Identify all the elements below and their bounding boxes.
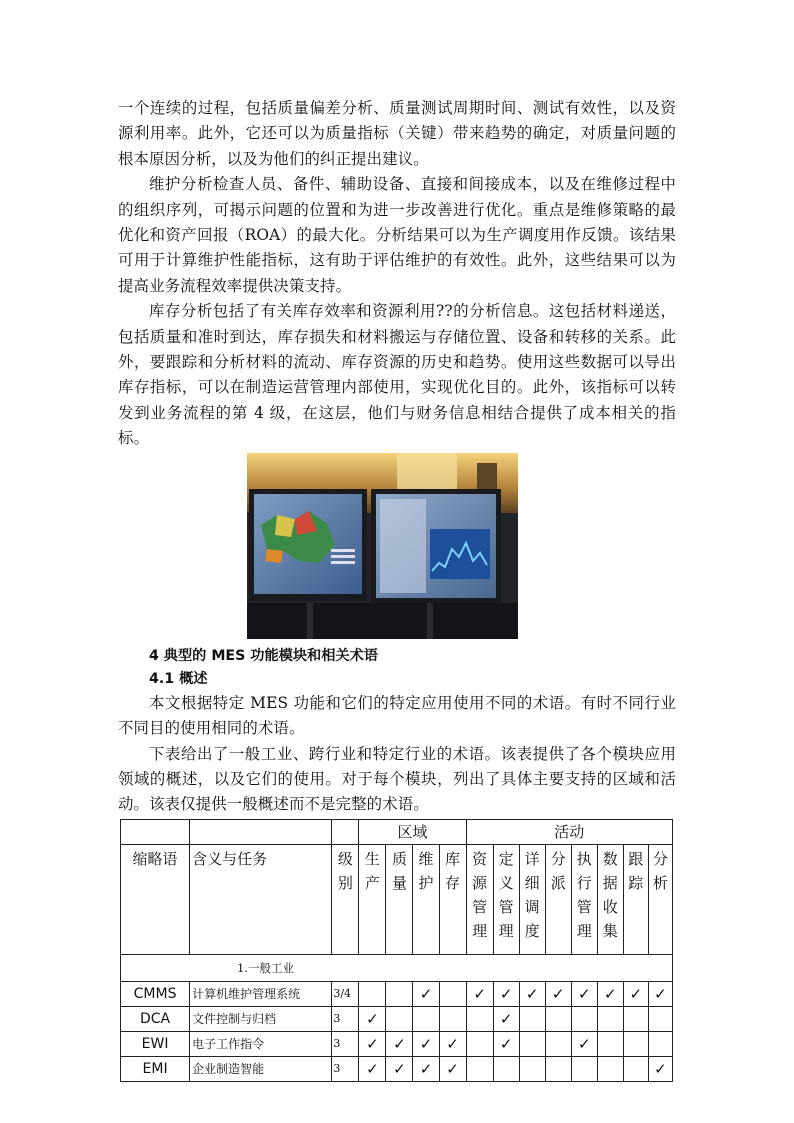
empty-cell [413, 1006, 439, 1031]
check-mark-icon: ✓ [648, 981, 672, 1006]
header-abbr: 缩略语 [121, 844, 190, 954]
paragraph-table-intro: 下表给出了一般工业、跨行业和特定行业的术语。该表提供了各个模块应用领域的概述，以及它们的使用。对于每个模块，列出了具体主要支持的区域和活动。该表仅提供一般概述而不是完整的术语。 [118, 744, 676, 814]
category-label: 1.一般工业 [121, 954, 673, 981]
subsection-heading: 4.1 概述 [149, 670, 208, 687]
table-group-header-row [121, 819, 673, 844]
empty-cell [493, 1056, 519, 1081]
row-level: 3 [332, 1006, 359, 1031]
header-empty-2 [190, 819, 332, 844]
row-abbr: EMI [121, 1056, 190, 1081]
empty-cell [623, 1031, 648, 1056]
header-activity-col: 分析 [648, 844, 672, 954]
check-mark-icon: ✓ [519, 981, 545, 1006]
empty-cell [359, 981, 386, 1006]
check-mark-icon: ✓ [386, 1056, 413, 1081]
check-mark-icon: ✓ [359, 1031, 386, 1056]
empty-cell [466, 1031, 493, 1056]
check-mark-icon: ✓ [493, 981, 519, 1006]
document-page [118, 96, 676, 1082]
mes-terms-table [120, 819, 673, 1082]
table-body [121, 981, 673, 1081]
paragraph-inventory: 库存分析包括了有关库存效率和资源利用??的分析信息。这包括材料递送，包括质量和准时到达，库存损失和材料搬运与存储位置、设备和转移的关系。此外，要跟踪和分析材料的流动、库存资源的历史和趋势。使用这些数据可以导出库存指标，可以在制造运营管理内部使用，实现优化目的。此外，该指标可以转发到业务流程的第 4 级，在这层，他们与财务信息相结合提供了成本相关的指标。 [118, 302, 676, 448]
header-area-col: 库存 [439, 844, 466, 954]
factory-monitor-photo [247, 453, 518, 639]
paragraph-overview: 本文根据特定 MES 功能和它们的特定应用使用不同的术语。有时不同行业不同目的使用相同的术语。 [118, 693, 676, 738]
empty-cell [648, 1031, 672, 1056]
empty-cell [597, 1006, 623, 1031]
paragraph-quality: 一个连续的过程，包括质量偏差分析、质量测试周期时间、测试有效性，以及资源利用率。此外，它还可以为质量指标（关键）带来趋势的确定，对质量问题的根本原因分析，以及为他们的纠正提出建议。 [118, 99, 676, 168]
empty-cell [545, 1006, 571, 1031]
table-row [121, 981, 673, 1006]
table-category-row [121, 954, 673, 981]
header-activity-col: 分派 [545, 844, 571, 954]
header-activity-col: 资源管理 [466, 844, 493, 954]
row-meaning: 电子工作指令 [190, 1031, 332, 1056]
check-mark-icon: ✓ [571, 1031, 597, 1056]
header-area-col: 质量 [386, 844, 413, 954]
paragraph-maintenance: 维护分析检查人员、备件、辅助设备、直接和间接成本，以及在维修过程中的组织序列，可揭示问题的位置和为进一步改善进行优化。重点是维修策略的最优化和资产回报（ROA）的最大化。分析结果可以为生产调度用作反馈。该结果可用于计算维护性能指标，这有助于评估维护的有效性。此外，这些结果可以为提高业务流程效率提供决策支持。 [118, 175, 676, 295]
row-level: 3 [332, 1031, 359, 1056]
check-mark-icon: ✓ [413, 1031, 439, 1056]
empty-cell [519, 1031, 545, 1056]
section-heading: 4 典型的 MES 功能模块和相关术语 [149, 647, 378, 664]
empty-cell [519, 1056, 545, 1081]
header-empty-3 [332, 819, 359, 844]
row-abbr: DCA [121, 1006, 190, 1031]
table-column-header-row [121, 844, 673, 954]
check-mark-icon: ✓ [359, 1006, 386, 1031]
row-abbr: CMMS [121, 981, 190, 1006]
check-mark-icon: ✓ [439, 1056, 466, 1081]
check-mark-icon: ✓ [571, 981, 597, 1006]
header-area-col: 维护 [413, 844, 439, 954]
check-mark-icon: ✓ [648, 1056, 672, 1081]
row-level: 3/4 [332, 981, 359, 1006]
row-meaning: 计算机维护管理系统 [190, 981, 332, 1006]
header-activity-group: 活动 [466, 819, 672, 844]
check-mark-icon: ✓ [359, 1056, 386, 1081]
header-activity-col: 详细调度 [519, 844, 545, 954]
check-mark-icon: ✓ [413, 981, 439, 1006]
empty-cell [571, 1006, 597, 1031]
row-abbr: EWI [121, 1031, 190, 1056]
header-activity-col: 数据收集 [597, 844, 623, 954]
check-mark-icon: ✓ [623, 981, 648, 1006]
empty-cell [439, 1006, 466, 1031]
check-mark-icon: ✓ [466, 981, 493, 1006]
table-row [121, 1056, 673, 1081]
empty-cell [519, 1006, 545, 1031]
header-activity-col: 定义管理 [493, 844, 519, 954]
check-mark-icon: ✓ [439, 1031, 466, 1056]
empty-cell [623, 1056, 648, 1081]
header-activity-col: 跟踪 [623, 844, 648, 954]
empty-cell [597, 1031, 623, 1056]
empty-cell [545, 1031, 571, 1056]
empty-cell [648, 1006, 672, 1031]
check-mark-icon: ✓ [413, 1056, 439, 1081]
table-row [121, 1031, 673, 1056]
header-area-col: 生产 [359, 844, 386, 954]
header-area-group: 区域 [359, 819, 466, 844]
check-mark-icon: ✓ [597, 981, 623, 1006]
empty-cell [466, 1006, 493, 1031]
empty-cell [545, 1056, 571, 1081]
header-empty-1 [121, 819, 190, 844]
empty-cell [386, 981, 413, 1006]
row-meaning: 企业制造智能 [190, 1056, 332, 1081]
header-meaning: 含义与任务 [190, 844, 332, 954]
empty-cell [439, 981, 466, 1006]
check-mark-icon: ✓ [545, 981, 571, 1006]
check-mark-icon: ✓ [386, 1031, 413, 1056]
empty-cell [466, 1056, 493, 1081]
check-mark-icon: ✓ [493, 1006, 519, 1031]
empty-cell [623, 1006, 648, 1031]
header-level: 级别 [332, 844, 359, 954]
empty-cell [571, 1056, 597, 1081]
check-mark-icon: ✓ [493, 1031, 519, 1056]
row-level: 3 [332, 1056, 359, 1081]
header-activity-col: 执行管理 [571, 844, 597, 954]
table-row [121, 1006, 673, 1031]
row-meaning: 文件控制与归档 [190, 1006, 332, 1031]
empty-cell [386, 1006, 413, 1031]
empty-cell [597, 1056, 623, 1081]
